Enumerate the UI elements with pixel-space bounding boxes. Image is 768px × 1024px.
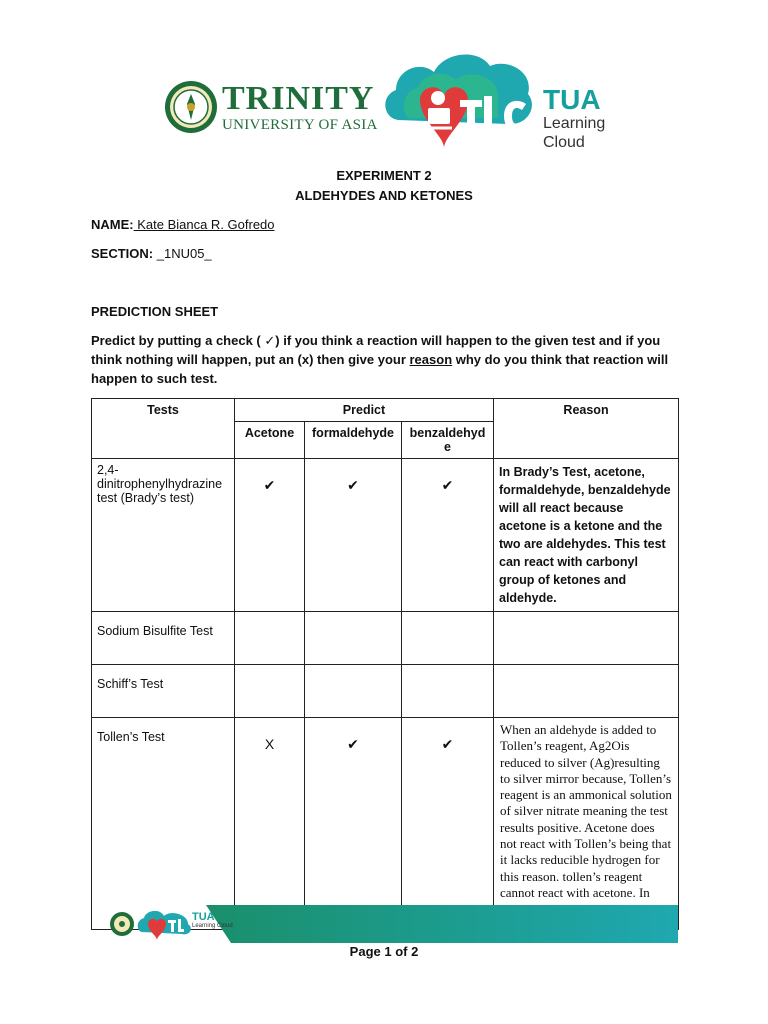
name-label: NAME: xyxy=(91,217,134,232)
document-header xyxy=(0,0,768,165)
page-prefix: Page xyxy=(349,944,385,959)
page-current: 1 xyxy=(384,944,392,959)
prediction-table xyxy=(91,398,679,930)
name-value: Kate Bianca R. Gofredo xyxy=(133,217,275,232)
section-label: SECTION: xyxy=(91,246,154,261)
test-name: Schiff’s Test xyxy=(92,665,235,718)
benzaldehyde-mark: ✔ xyxy=(402,459,494,612)
instruction-part1: Predict by putting a check ( ✓) if you think a reaction will happen to the given test and if you think nothing will happen, put an (x) then give your xyxy=(91,333,661,367)
sheet-title: PREDICTION SHEET xyxy=(91,304,219,319)
formaldehyde-mark: ✔ xyxy=(305,718,402,930)
benzaldehyde-mark: ✔ xyxy=(402,718,494,930)
table-row xyxy=(92,718,679,930)
tua-learning-cloud-wordmark xyxy=(543,86,605,152)
table-row xyxy=(92,459,679,612)
university-name: TRINITY xyxy=(222,80,375,117)
university-subtitle: UNIVERSITY OF ASIA xyxy=(222,117,378,133)
table-row xyxy=(92,665,679,718)
table-row xyxy=(92,612,679,665)
header-predict: Predict xyxy=(235,399,494,422)
header-benzaldehyde: benzaldehyd e xyxy=(402,422,494,459)
footer-lc-label: Learning Cloud xyxy=(192,923,233,929)
reason-cell: In Brady’s Test, acetone, formaldehyde, benzaldehyde will all react because acetone is a ketone and the two are aldehydes. This test can react with carbonyl group of ketones and aldehyde. xyxy=(494,459,679,612)
reason-cell xyxy=(494,665,679,718)
instructions xyxy=(91,331,681,388)
reason-cell xyxy=(494,612,679,665)
page-of: of xyxy=(391,944,412,959)
experiment-title: EXPERIMENT 2 xyxy=(336,168,432,183)
header-acetone: Acetone xyxy=(235,422,305,459)
tlc-cloud-logo-icon xyxy=(378,48,538,163)
table-header-row xyxy=(92,399,679,422)
section-value: _1NU05_ xyxy=(153,246,212,261)
acetone-mark xyxy=(235,665,305,718)
test-name: Sodium Bisulfite Test xyxy=(92,612,235,665)
header-reason: Reason xyxy=(494,399,679,459)
header-tests: Tests xyxy=(92,399,235,459)
cloud-label: Cloud xyxy=(543,133,585,151)
page-number xyxy=(0,944,768,959)
experiment-subtitle: ALDEHYDES AND KETONES xyxy=(295,188,473,203)
formaldehyde-mark xyxy=(305,612,402,665)
footer-tua-label: TUA xyxy=(192,911,215,923)
instruction-reason: reason xyxy=(409,352,453,367)
acetone-mark xyxy=(235,612,305,665)
reason-cell: When an aldehyde is added to Tollen’s reagent, Ag2Ois reduced to silver (Ag)resulting to silver mirror because, Tollen’s reagent is an ammonical solution of silver nitrate meaning the test results positive. Acetone does not react with Tollen’s being that it lacks reducible hydrogen for this reason. tollen’s reagent cannot react with acetone. In xyxy=(494,718,679,930)
instruction-part2: why do you think that reaction will happen to such test. xyxy=(91,352,669,386)
learning-label: Learning xyxy=(543,115,606,132)
page-total: 2 xyxy=(411,944,419,959)
name-line xyxy=(91,217,275,232)
acetone-mark: ✔ xyxy=(235,459,305,612)
tua-label: TUA xyxy=(543,84,601,115)
trinity-wordmark xyxy=(222,82,378,133)
section-line xyxy=(91,246,212,261)
benzaldehyde-mark xyxy=(402,612,494,665)
acetone-mark: X xyxy=(235,718,305,930)
university-seal-icon xyxy=(164,80,218,134)
benzaldehyde-mark xyxy=(402,665,494,718)
footer-tua-wordmark xyxy=(192,912,233,929)
test-name: 2,4-dinitrophenylhydrazine test (Brady’s test) xyxy=(92,459,235,612)
header-formaldehyde: formaldehyde xyxy=(305,422,402,459)
formaldehyde-mark: ✔ xyxy=(305,459,402,612)
formaldehyde-mark xyxy=(305,665,402,718)
test-name: Tollen’s Test xyxy=(92,718,235,930)
